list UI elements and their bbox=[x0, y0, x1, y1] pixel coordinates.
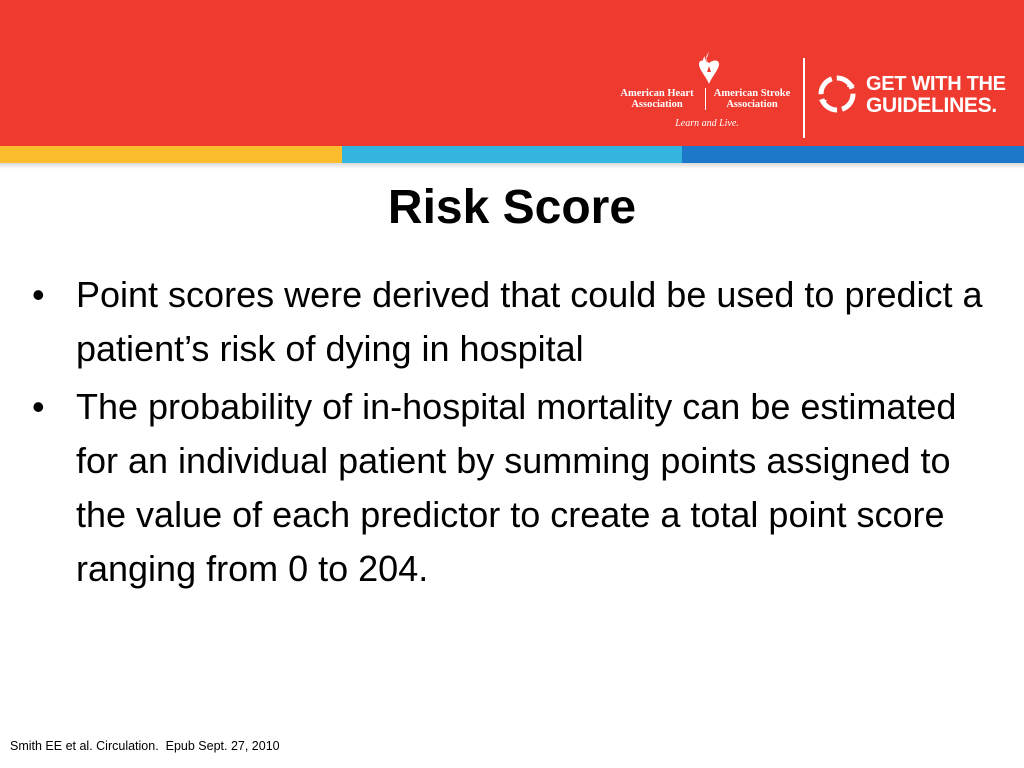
bullet-list bbox=[30, 268, 1000, 600]
stripe-yellow bbox=[0, 146, 342, 163]
bullet-item bbox=[30, 380, 1000, 596]
gwtg-line1: GET WITH THE bbox=[866, 73, 1006, 95]
header-banner bbox=[0, 0, 1024, 146]
aha-asa-logo bbox=[612, 50, 796, 132]
citation-footnote: Smith EE et al. Circulation. Epub Sept. 27, 2010 bbox=[10, 739, 280, 753]
bullet-text: The probability of in-hospital mortality can be estimated for an individual patient by summing points assigned to the value of each predictor to create a total point score ranging from 0 to 204. bbox=[76, 386, 957, 589]
stripe-blue bbox=[682, 146, 1024, 163]
bullet-symbol: • bbox=[32, 274, 45, 315]
stripe-shadow bbox=[0, 163, 1024, 169]
aha-name: American Heart Association bbox=[620, 88, 694, 110]
bullet-symbol: • bbox=[32, 386, 45, 427]
slide-title: Risk Score bbox=[387, 181, 637, 234]
bullet-item bbox=[30, 268, 1000, 376]
logo-inner-divider bbox=[705, 88, 706, 110]
aha-tagline: Learn and Live. bbox=[675, 118, 739, 129]
gwtg-logo-text bbox=[866, 73, 1006, 117]
logo-divider bbox=[803, 58, 805, 138]
gwtg-line2: GUIDELINES. bbox=[866, 94, 997, 117]
circular-arrows-icon bbox=[815, 72, 859, 116]
asa-name: American Stroke Association bbox=[713, 88, 791, 110]
torch-heart-icon bbox=[694, 50, 724, 86]
bullet-text: Point scores were derived that could be used to predict a patient’s risk of dying in hospital bbox=[76, 274, 983, 369]
stripe-cyan bbox=[342, 146, 682, 163]
